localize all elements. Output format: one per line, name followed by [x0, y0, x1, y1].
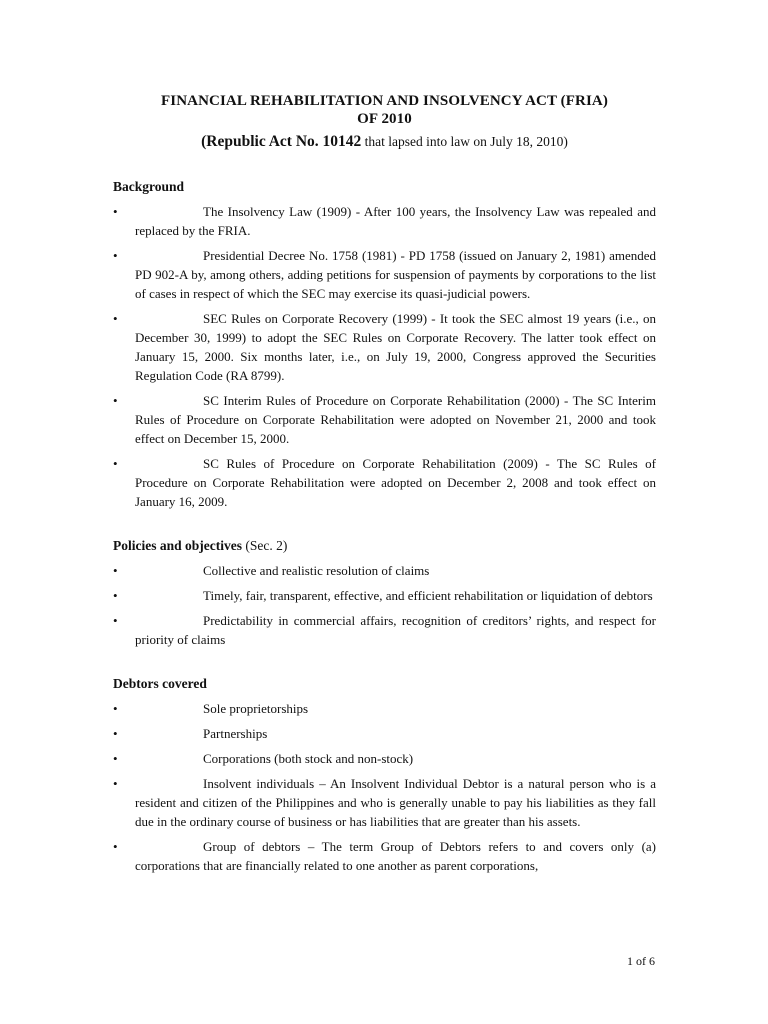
list-item	[113, 611, 656, 649]
section-heading-text: Policies and objectives	[113, 538, 242, 553]
list-item-text: SC Interim Rules of Procedure on Corporate Rehabilitation (2000) - The SC Interim Rules of Procedure on Corporate Rehabilitation were adopted on November 21, 2000 and took effect on December 15, 2000.	[135, 393, 656, 446]
bullet-list	[113, 202, 656, 511]
bullet-icon: •	[113, 726, 118, 741]
bullet-list	[113, 699, 656, 875]
list-item-text: SEC Rules on Corporate Recovery (1999) - It took the SEC almost 19 years (i.e., on December 30, 1999) to adopt the SEC Rules on Corporate Recovery. The latter took effect on January 15, 2000. Six months later, i.e., on July 19, 2000, Congress approved the Securities Regulation Code (RA 8799).	[135, 311, 656, 383]
list-item	[113, 837, 656, 875]
page-number: 1 of 6	[627, 954, 655, 968]
subtitle-lapse-note: that lapsed into law on July 18, 2010)	[361, 134, 568, 149]
list-item-text: Group of debtors – The term Group of Debtors refers to and covers only (a) corporations that are financially related to one another as parent corporations,	[135, 839, 656, 873]
document-body	[113, 178, 656, 875]
list-item	[113, 774, 656, 831]
bullet-icon: •	[113, 311, 118, 326]
section-heading	[113, 178, 656, 196]
list-item	[113, 391, 656, 448]
list-item	[113, 749, 656, 768]
bullet-icon: •	[113, 751, 118, 766]
section-heading-reference: (Sec. 2)	[241, 538, 288, 553]
list-item	[113, 246, 656, 303]
bullet-list	[113, 561, 656, 649]
list-item	[113, 454, 656, 511]
list-item-text: Sole proprietorships	[203, 701, 309, 716]
bullet-icon: •	[113, 563, 118, 578]
list-item-text: The Insolvency Law (1909) - After 100 years, the Insolvency Law was repealed and replaced by the FRIA.	[135, 204, 656, 238]
bullet-icon: •	[113, 839, 118, 854]
list-item-text: Predictability in commercial affairs, recognition of creditors’ rights, and respect for priority of claims	[135, 613, 656, 647]
bullet-icon: •	[113, 393, 118, 408]
list-item-text: Corporations (both stock and non-stock)	[203, 751, 414, 766]
list-item	[113, 309, 656, 385]
document-title	[113, 92, 656, 128]
list-item	[113, 561, 656, 580]
list-item-text: Timely, fair, transparent, effective, and efficient rehabilitation or liquidation of debtors	[203, 588, 653, 603]
bullet-icon: •	[113, 701, 118, 716]
bullet-icon: •	[113, 456, 118, 471]
bullet-icon: •	[113, 776, 118, 791]
title-line-2: OF 2010	[357, 111, 412, 127]
section-heading-text: Background	[113, 179, 185, 194]
bullet-icon: •	[113, 204, 118, 219]
list-item	[113, 699, 656, 718]
list-item	[113, 724, 656, 743]
bullet-icon: •	[113, 588, 118, 603]
subtitle-act-number: (Republic Act No. 10142	[201, 133, 362, 150]
document-subtitle	[113, 132, 656, 152]
document-page	[113, 92, 656, 881]
list-item	[113, 202, 656, 240]
bullet-icon: •	[113, 248, 118, 263]
list-item-text: Insolvent individuals – An Insolvent Individual Debtor is a natural person who is a resident and citizen of the Philippines and who is generally unable to pay his liabilities as they fall due in the ordinary course of business or has liabilities that are greater than his assets.	[135, 776, 656, 829]
section-heading-text: Debtors covered	[113, 676, 207, 691]
list-item	[113, 586, 656, 605]
section-heading	[113, 675, 656, 693]
section-heading	[113, 537, 656, 555]
list-item-text: Partnerships	[203, 726, 268, 741]
list-item-text: Presidential Decree No. 1758 (1981) - PD 1758 (issued on January 2, 1981) amended PD 902-A by, among others, adding petitions for suspension of payments by corporations to the list of cases in respect of which the SEC may exercise its quasi-judicial powers.	[135, 248, 656, 301]
list-item-text: SC Rules of Procedure on Corporate Rehabilitation (2009) - The SC Rules of Procedure on Corporate Rehabilitation were adopted on December 2, 2008 and took effect on January 16, 2009.	[135, 456, 656, 509]
list-item-text: Collective and realistic resolution of claims	[203, 563, 430, 578]
bullet-icon: •	[113, 613, 118, 628]
title-line-1: FINANCIAL REHABILITATION AND INSOLVENCY ACT (FRIA)	[161, 93, 608, 109]
